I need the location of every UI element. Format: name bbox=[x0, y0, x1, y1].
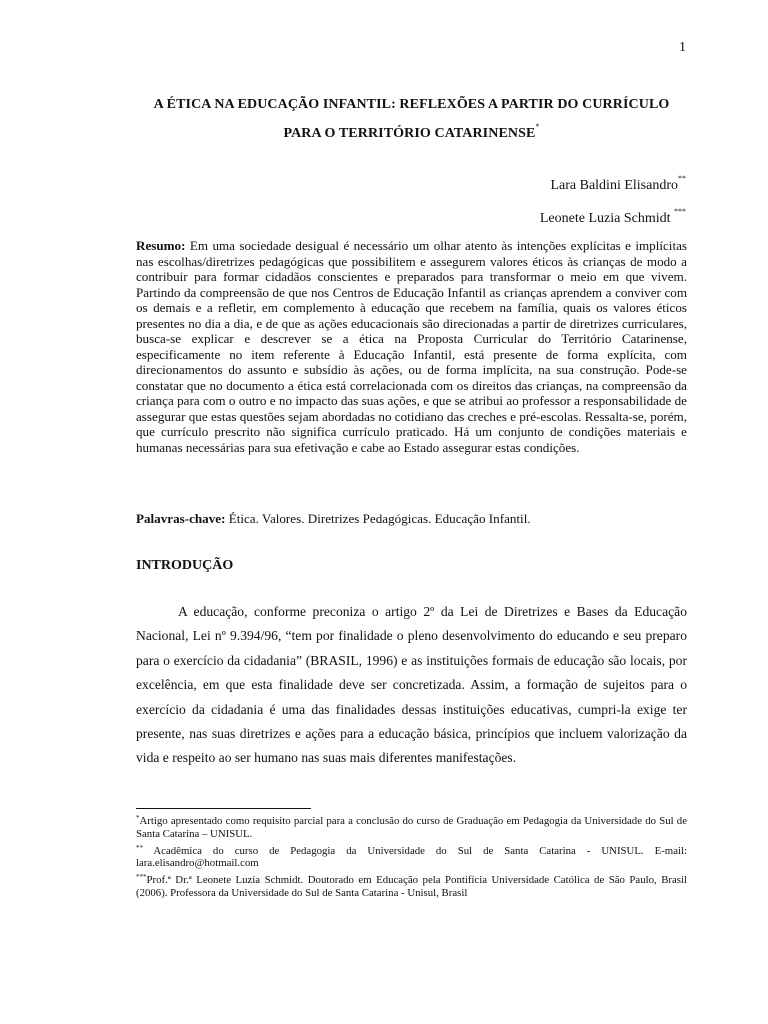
keywords-label: Palavras-chave: bbox=[136, 511, 226, 526]
footnote-1-text: Artigo apresentado como requisito parcial para a conclusão do curso de Graduação em Pedagogia da Universidade do Sul de Santa Catarina – UNISUL. bbox=[136, 815, 687, 840]
title-line-2-text: PARA O TERRITÓRIO CATARINENSE bbox=[283, 126, 536, 141]
author-list bbox=[540, 166, 686, 232]
author-2-name: Leonete Luzia Schmidt bbox=[539, 211, 674, 226]
footnote-divider bbox=[136, 808, 311, 809]
footnote-2-marker: ** bbox=[136, 843, 143, 852]
footnote-3 bbox=[136, 871, 687, 899]
author-1 bbox=[540, 166, 686, 199]
author-1-name: Lara Baldini Elisandro bbox=[550, 178, 678, 193]
abstract-text: Em uma sociedade desigual é necessário um olhar atento às intenções explícitas e implícitas nas escolhas/diretrizes pedagógicas que possibilitem e assegurem valores éticos às crianças de modo a contribuir para formar cidadãos conscientes e preparados para transformar o meio em que vivem. Partindo da compreensão de que nos Centros de Educação Infantil as crianças aprendem a conviver com os demais e a refletir, em complemento à educação que recebem na família, quais os valores éticos presentes no dia a dia, e de que as ações educacionais são direcionadas a partir de diretrizes curriculares, busca-se explicar e descrever se a ética na Proposta Curricular do Território Catarinense, especificamente no item referente à Educação Infantil, está presente de forma explícita, com direcionamentos do assunto e subsídio às ações, ou de forma implícita, na sua construção. Pode-se constatar que no documento a ética está correlacionada com os direitos das crianças, na compreensão da criança para com o outro e no impacto das suas ações, e que se atribui ao professor a responsabilidade de assegurar que estas questões sejam abordadas no cotidiano das creches e pré-escolas. Ressalta-se, porém, que currículo prescrito não significa currículo praticado. Há um conjunto de condições materiais e humanas necessárias para sua efetivação e cabe ao Estado assegurar estas condições. bbox=[136, 238, 687, 455]
author-2-marker: *** bbox=[674, 207, 686, 216]
footnote-1-marker: * bbox=[136, 814, 140, 822]
page-number: 1 bbox=[679, 40, 686, 55]
author-2 bbox=[540, 199, 686, 232]
author-1-marker: ** bbox=[678, 174, 686, 183]
footnote-1 bbox=[136, 812, 687, 840]
title-line-1: A ÉTICA NA EDUCAÇÃO INFANTIL: REFLEXÕES A PARTIR DO CURRÍCULO bbox=[153, 97, 670, 112]
footnote-3-text: Prof.ª Dr.ª Leonete Luzia Schmidt. Doutorado em Educação pela Pontifícia Universidade Católica de São Paulo, Brasil (2006). Professora da Universidade do Sul de Santa Catarina - Unisul, Brasil bbox=[136, 874, 687, 899]
abstract-label: Resumo: bbox=[136, 238, 186, 253]
paper-title bbox=[136, 94, 687, 145]
footnotes bbox=[136, 812, 687, 901]
section-heading-introduction: INTRODUÇÃO bbox=[136, 558, 234, 573]
keywords-text: Ética. Valores. Diretrizes Pedagógicas. Educação Infantil. bbox=[225, 511, 531, 526]
title-footnote-marker: * bbox=[535, 122, 540, 131]
title-line-2 bbox=[136, 116, 687, 145]
keywords bbox=[136, 511, 687, 527]
footnote-2-text: Acadêmica do curso de Pedagogia da Universidade do Sul de Santa Catarina - UNISUL. E-mail: lara.elisandro@hotmail.com bbox=[136, 844, 687, 870]
footnote-3-marker: *** bbox=[136, 873, 147, 882]
intro-paragraph: A educação, conforme preconiza o artigo 2º da Lei de Diretrizes e Bases da Educação Nacional, Lei nº 9.394/96, “tem por finalidade o pleno desenvolvimento do educando e seu preparo para o exercício da cidadania” (BRASIL, 1996) e as instituições formais de educação são locais, por excelência, em que esta finalidade deve ser concretizada. Assim, a formação de sujeitos para o exercício da cidadania é uma das finalidades dessas instituições educativas, cumpri-la exige ter presente, nas suas diretrizes e ações para a educação básica, princípios que incluem valorização da vida e respeito ao ser humano nas suas mais diferentes manifestações. bbox=[136, 604, 687, 766]
footnote-2 bbox=[136, 842, 687, 870]
abstract bbox=[136, 238, 687, 455]
